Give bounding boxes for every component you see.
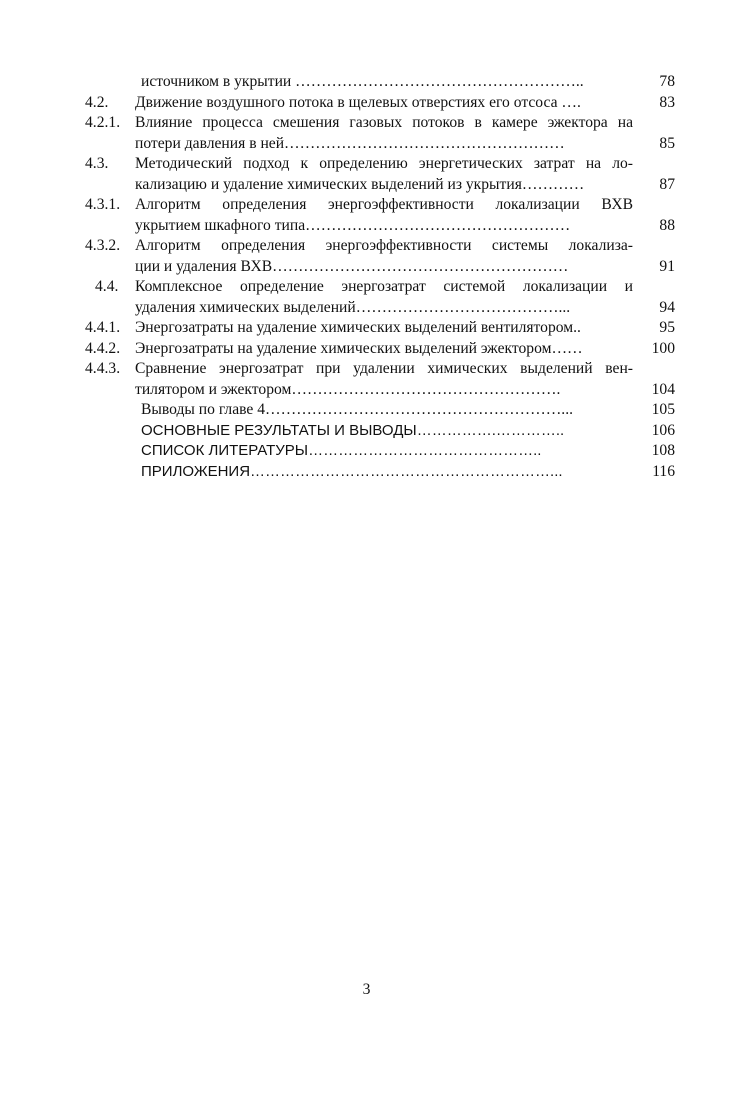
toc-entry <box>85 318 675 339</box>
toc-entry-page: 91 <box>659 257 675 275</box>
toc-entry <box>85 236 675 277</box>
toc-entry-line: тилятором и эжектором……………………………………………. <box>135 380 561 398</box>
toc-entry-title <box>135 236 633 277</box>
toc-entry-number: 4.4.1. <box>85 319 121 336</box>
toc-entry-page: 95 <box>659 319 675 336</box>
toc-entry-number: 4.3. <box>85 155 109 172</box>
toc-entry-title <box>135 441 633 462</box>
toc-entry <box>85 277 675 318</box>
toc-entry <box>85 462 675 483</box>
toc-entry-title <box>135 93 633 114</box>
toc-entry-title <box>135 113 633 154</box>
toc-entry-page: 105 <box>651 401 675 418</box>
toc-entry-line: Алгоритм определения энергоэффективности локализации ВХВ <box>135 196 633 213</box>
toc-entry-line: ПРИЛОЖЕНИЯ……………………………………………………... <box>141 462 563 480</box>
toc-entry-line: Влияние процесса смешения газовых потоков в камере эжектора на <box>135 114 633 131</box>
toc-entry-page: 94 <box>659 298 675 316</box>
toc-entry-line: Методический подход к определению энергетических затрат на ло- <box>135 155 633 172</box>
toc-entry-line: ции и удаления ВХВ………………………………………………… <box>135 257 569 275</box>
toc-entry-line: ОСНОВНЫЕ РЕЗУЛЬТАТЫ И ВЫВОДЫ…………….………….. <box>141 421 565 439</box>
toc-entry-line: источником в укрытии ……………………………………………….. <box>141 73 584 90</box>
toc-entry <box>85 154 675 195</box>
toc-entry-line: СПИСОК ЛИТЕРАТУРЫ……………………………………….. <box>141 442 542 459</box>
toc-entry-title <box>135 421 633 442</box>
toc-entry-title <box>135 195 633 236</box>
toc-entry-page: 87 <box>659 175 675 193</box>
toc-entry-line: Выводы по главе 4…………………………………………………... <box>141 401 574 418</box>
toc-entry <box>85 339 675 360</box>
toc-entry <box>85 359 675 400</box>
toc-entry <box>85 93 675 114</box>
toc-entry-number: 4.2.1. <box>85 114 121 131</box>
toc-entry-page: 78 <box>659 73 675 90</box>
toc-entry <box>85 400 675 421</box>
toc-entry-number: 4.4.3. <box>85 360 121 377</box>
toc-entry-page: 108 <box>651 442 675 459</box>
toc-entry-number: 4.3.2. <box>85 237 121 254</box>
toc-entry <box>85 72 675 93</box>
toc-entry-page: 100 <box>651 339 675 357</box>
toc-entry-number: 4.4.2. <box>85 339 121 357</box>
toc-entry-line: Комплексное определение энергозатрат системой локализации и <box>135 278 633 295</box>
toc-entry-title <box>135 400 633 421</box>
toc-entry-title <box>135 462 633 483</box>
toc-entry-number: 4.4. <box>95 278 119 295</box>
toc-entry-title <box>135 277 633 318</box>
toc-entry-page: 104 <box>651 380 675 398</box>
toc-entry-page: 106 <box>651 421 675 439</box>
toc-entry-line: Сравнение энергозатрат при удалении химических выделений вен- <box>135 360 633 377</box>
toc-entry-line: кализацию и удаление химических выделений из укрытия………… <box>135 175 585 193</box>
toc-entry-page: 85 <box>659 134 675 152</box>
toc-entry-title <box>135 154 633 195</box>
toc-entry-line: Энергозатраты на удаление химических выделений вентилятором.. <box>135 319 581 336</box>
page-number: 3 <box>362 981 371 998</box>
toc-entry-number: 4.2. <box>85 93 109 111</box>
toc-entry-title <box>135 359 633 400</box>
toc-entry-line: Алгоритм определения энергоэффективности системы локализа- <box>135 237 633 254</box>
toc-entry-line: Энергозатраты на удаление химических выделений эжектором…… <box>135 339 583 357</box>
toc-entry-page: 83 <box>659 93 675 111</box>
toc-entry-line: укрытием шкафного типа…………………………………………… <box>135 216 571 234</box>
toc-entry-line: удаления химических выделений…………………………………... <box>135 298 571 316</box>
table-of-contents <box>85 72 675 482</box>
toc-entry-number: 4.3.1. <box>85 196 121 213</box>
toc-entry-title <box>135 72 633 93</box>
toc-entry <box>85 195 675 236</box>
toc-entry <box>85 113 675 154</box>
toc-entry-page: 88 <box>659 216 675 234</box>
toc-entry-title <box>135 339 633 360</box>
toc-entry-page: 116 <box>652 462 675 480</box>
toc-entry-line: Движение воздушного потока в щелевых отверстиях его отсоса …. <box>135 93 581 111</box>
toc-entry <box>85 421 675 442</box>
toc-entry <box>85 441 675 462</box>
toc-entry-title <box>135 318 633 339</box>
toc-entry-line: потери давления в ней……………………………………………… <box>135 134 565 152</box>
